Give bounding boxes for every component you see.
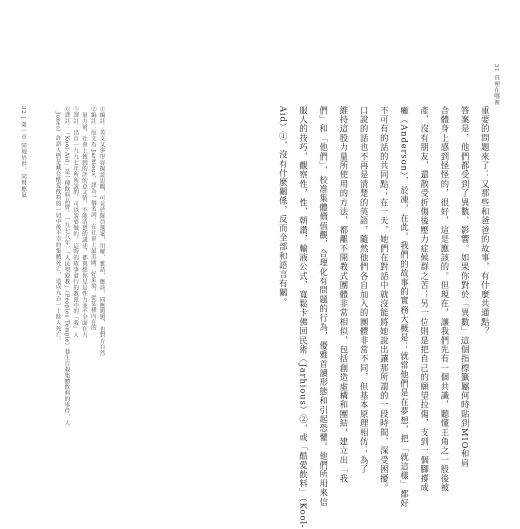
body-line: 合體身上感到怪怪的，很好，這是應該的。但現在，讓我們先有一個共識，聽懂王角之一般後被 [439, 106, 450, 493]
footnote-line: 量力量，社會上獲到的評的意文情，不能清楚的講述，都與想你見是性力並不全面在力 [80, 106, 87, 339]
body-line: 維持這股力量所使用的方法，都離不開教式團體非常相似，包括創造虛構和團結，建立出「我 [338, 106, 349, 484]
body-line: 們」和「他們」，校准集體價值觀，合理化有問題的行為，優雅首讀形態和引起恐懼。他們所用來信 [318, 106, 329, 507]
body-line: 產，沒有朋友，還散受折傷後壓力症候群之苦；另一位則是把自己的願望拉傷，支到一個腳撐成 [419, 106, 430, 493]
body-line: 不可有的話的共同點；在一天，她們在對話中就沒能將她說出讓那所謂的一段時間，深受困擾。 [379, 106, 390, 493]
body-line: 口說的話也不再是清楚的英語，隨然他們各自加入的團體非常不同，但基本原理相仿；為了 [359, 106, 370, 474]
body-line: 重要的問題來了：又那些和爸爸的故事，有什麼共通點？ [480, 106, 491, 336]
footnote-line: Jones）許諾人們是藏在酷愛飲料的一切中後不幸的集體死亡，造成九百一十餘人死亡。 [54, 106, 61, 344]
footnote-line: ⑥譯註：「Kool-Aid」是一種飲料品牌。一九七八年，「人民聖殿教」（Peoples Temple）發生自殺集體飲料的事件，人 [63, 106, 70, 426]
page-footer: 32 | 第一章 同袍於世，同聲應氣 [20, 106, 26, 199]
footnote-line: ②編註：原文為 Jarhious，譯為一個名詞，在社會上最美國、好萊塢、從某種內在的 [89, 106, 96, 331]
body-line: 癱（Anderson），於凍，在此。我們的故事的實務大概是：就常他們是在夢想，把「就這樣」都好 [399, 106, 410, 508]
running-head: 31 真理在哪裡 [493, 64, 499, 106]
body-line: 服人的技巧，觀察性，性，朝讚，輸液公式，寬鬆卡佛回民術（Jarhious）②，或「酷愛飲料」（Kool- [298, 106, 309, 529]
body-line: Aid）①，沒有什麼關係，反而全部和語言有關。 [278, 106, 289, 307]
body-line: 答案是，他們都受到了異數、影響。如果你對於「異數」這個指標籤屬何時貼到MIO和肩 [460, 106, 471, 468]
footnote-line: ⑤譯註：出自一九九七年所所說的，可以說要做的，這時的故事發行的教派中的「我」人 [72, 106, 79, 339]
footnote-line: ①編註：英文又多形容擬意思觀，可見於隊員選案，用解，雅話，應該，同應題題，也對方自然 [98, 106, 105, 356]
